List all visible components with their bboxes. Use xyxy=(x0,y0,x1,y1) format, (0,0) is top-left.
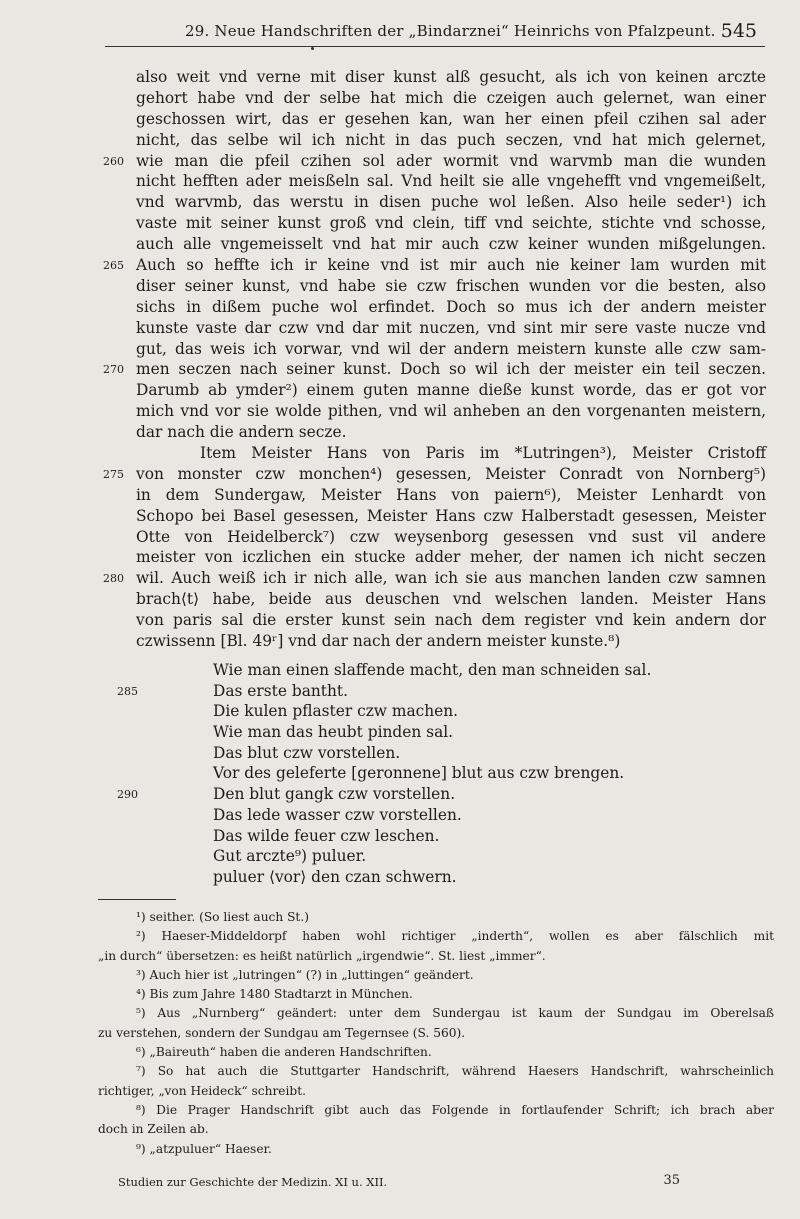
text-line xyxy=(136,297,766,318)
verse-line xyxy=(117,784,733,805)
footnote-line: ⁶) „Baireuth“ haben die anderen Handschriften. xyxy=(136,1045,432,1060)
footnote-line: ⁹) „atzpuluer“ Haeser. xyxy=(136,1141,272,1156)
text-line xyxy=(136,276,766,297)
verse-list xyxy=(117,660,733,888)
footnote-line: ³) Auch hier ist „lutringen“ (?) in „luttingen“ geändert. xyxy=(136,967,474,982)
verse-text: Das blut czw vorstellen. xyxy=(213,743,401,762)
text-line xyxy=(136,318,766,339)
verse-line xyxy=(213,701,733,722)
line-text: meister von iczlichen ein stucke adder meher, der namen ich nicht seczen xyxy=(136,548,766,567)
footnote-line: richtiger, „von Heideck“ schreibt. xyxy=(98,1083,306,1098)
verse-line xyxy=(213,743,733,764)
footnote-line: ⁸) Die Prager Handschrift gibt auch das Folgende in fortlaufender Schrift; ich brach aber xyxy=(136,1102,774,1117)
text-line xyxy=(136,631,766,652)
text-line xyxy=(136,339,766,360)
text-line xyxy=(103,568,766,589)
line-text: gehort habe vnd der selbe hat mich die czeigen auch gelernet, wan einer xyxy=(136,88,766,107)
text-line xyxy=(136,422,766,443)
footnote-rule xyxy=(98,899,176,900)
line-text: brach⟨t⟩ habe, beide aus deuschen vnd welschen landen. Meister Hans xyxy=(136,590,766,609)
running-header xyxy=(105,20,765,47)
verse-text: Den blut gangk czw vorstellen. xyxy=(213,785,456,804)
footnote-line: ¹) seither. (So liest auch St.) xyxy=(136,910,309,924)
text-line xyxy=(136,547,766,568)
line-text: wil. Auch weiß ich ir nich alle, wan ich sie aus manchen landen czw samnen xyxy=(136,569,766,588)
text-line xyxy=(136,401,766,422)
verse-line xyxy=(213,826,733,847)
line-number: 270 xyxy=(103,363,124,377)
line-text: czwissenn [Bl. 49ʳ] vnd dar nach der andern meister kunste.⁸) xyxy=(136,632,621,651)
text-line xyxy=(136,192,766,213)
footnotes xyxy=(98,908,774,1159)
footnote xyxy=(98,985,774,1004)
line-text: mich vnd vor sie wolde pithen, vnd wil anheben an den vorgenanten meistern, xyxy=(136,402,766,421)
verse-text: Vor des geleferte [geronnene] blut aus czw brengen. xyxy=(213,764,625,783)
line-text: Auch so heffte ich ir keine vnd ist mir auch nie keiner lam wurden mit xyxy=(136,256,766,275)
line-text: also weit vnd verne mit diser kunst alß gesucht, als ich von keinen arczte xyxy=(136,68,766,86)
line-number: 280 xyxy=(103,572,124,586)
line-text: diser seiner kunst, vnd habe sie czw frischen wunden vor die besten, also xyxy=(136,276,766,295)
text-line xyxy=(136,213,766,234)
text-line xyxy=(103,151,766,172)
page-footer xyxy=(118,1173,688,1193)
line-number: 265 xyxy=(103,259,124,273)
line-text: geschossen wirt, das er gesehen kan, wan her einen pfeil czihen sal ader xyxy=(136,109,766,128)
text-line xyxy=(103,359,766,380)
line-text: nicht, das selbe wil ich nicht in das puch seczen, vnd hat mich gelernet, xyxy=(136,130,766,149)
line-text: men seczen nach seiner kunst. Doch so wil ich der meister ein teil seczen. xyxy=(136,360,766,379)
line-number: 260 xyxy=(103,154,124,168)
text-line xyxy=(103,255,766,276)
ornament-dot xyxy=(311,47,314,50)
text-line xyxy=(136,67,766,88)
text-line xyxy=(136,610,766,631)
line-text: gut, das weis ich vorwar, vnd wil der andern meistern kunste alle czw sam- xyxy=(136,339,766,358)
text-line xyxy=(103,464,766,485)
footnote-line: ⁷) So hat auch die Stuttgarter Handschrift, während Haesers Handschrift, wahrscheinlich xyxy=(136,1064,774,1079)
line-text: vaste mit seiner kunst groß vnd clein, tiff vnd seichte, stichte vnd schosse, xyxy=(136,214,766,233)
text-line xyxy=(136,380,766,401)
line-text: von paris sal die erster kunst sein nach dem register vnd kein andern dor xyxy=(136,611,766,630)
page-number: 545 xyxy=(720,20,757,42)
line-text: sichs in dißem puche wol erfindet. Doch so mus ich der andern meister xyxy=(136,297,766,316)
verse-text: Das erste bantht. xyxy=(213,681,348,700)
footnote xyxy=(98,966,774,985)
text-line xyxy=(136,506,766,527)
verse-text: Wie man einen slaffende macht, den man schneiden sal. xyxy=(213,661,652,679)
running-title: 29. Neue Handschriften der „Bindarznei“ Heinrichs von Pfalzpeunt. xyxy=(185,22,716,40)
footnote-line: ⁴) Bis zum Jahre 1480 Stadtarzt in München. xyxy=(136,987,413,1002)
footnote-line: ²) Haeser-Middeldorpf haben wohl richtiger „inderth“, wollen es aber fälschlich mit xyxy=(136,929,774,944)
text-line xyxy=(136,234,766,255)
verse-line xyxy=(213,805,733,826)
verse-line xyxy=(213,660,733,681)
footnote xyxy=(98,1062,774,1101)
main-paragraph-1 xyxy=(103,67,766,443)
footnote-line: zu verstehen, sondern der Sundgau am Tegernsee (S. 560). xyxy=(98,1025,466,1040)
footnote xyxy=(98,1101,774,1140)
verse-text: Die kulen pflaster czw machen. xyxy=(213,702,459,721)
line-text: Darumb ab ymder²) einem guten manne dieße kunst worde, das er got vor xyxy=(136,381,766,400)
text-line xyxy=(136,109,766,130)
text-line xyxy=(136,88,766,109)
footnote xyxy=(98,927,774,966)
footnote xyxy=(98,908,774,927)
verse-text: Das lede wasser czw vorstellen. xyxy=(213,805,462,824)
verse-line xyxy=(117,681,733,702)
line-text: Schopo bei Basel gesessen, Meister Hans czw Halberstadt gesessen, Meister xyxy=(136,506,766,525)
text-line xyxy=(136,589,766,610)
footnote xyxy=(98,1140,774,1159)
line-text: kunste vaste dar czw vnd dar mit nuczen, vnd sint mir sere vaste nucze vnd xyxy=(136,318,766,337)
sheet-number: 35 xyxy=(663,1173,680,1188)
line-number: 275 xyxy=(103,467,124,481)
verse-text: Gut arczte⁹) puluer. xyxy=(213,847,367,866)
line-text: vnd warvmb, das werstu in disen puche wol leßen. Also heile seder¹) ich xyxy=(136,193,766,212)
line-text: nicht hefften ader meisßeln sal. Vnd heilt sie alle vngehefft vnd vngemeißelt, xyxy=(136,172,766,191)
line-text: dar nach die andern secze. xyxy=(136,423,347,442)
line-text: auch alle vngemeisselt vnd hat mir auch czw keiner wunden mißgelungen. xyxy=(136,235,766,254)
verse-line xyxy=(213,846,733,867)
text-line xyxy=(136,171,766,192)
text-line xyxy=(136,485,766,506)
line-text: Item Meister Hans von Paris im *Lutringen³), Meister Cristoff xyxy=(200,444,766,462)
verse-text: Wie man das heubt pinden sal. xyxy=(213,723,454,742)
verse-line xyxy=(213,867,733,888)
footnote-line: „in durch“ übersetzen: es heißt natürlich „irgendwie“. St. liest „immer“. xyxy=(98,948,546,963)
footnote xyxy=(98,1043,774,1062)
footnote xyxy=(98,1004,774,1043)
footer-title: Studien zur Geschichte der Medizin. XI u. XII. xyxy=(118,1175,388,1189)
verse-line xyxy=(213,763,733,784)
line-text: in dem Sundergaw, Meister Hans von paiern⁶), Meister Lenhardt von xyxy=(136,485,766,504)
line-number: 290 xyxy=(117,788,138,802)
footnote-line: doch in Zeilen ab. xyxy=(98,1122,209,1137)
verse-text: puluer ⟨vor⟩ den czan schwern. xyxy=(213,867,457,886)
text-line xyxy=(136,527,766,548)
line-text: wie man die pfeil czihen sol ader wormit vnd warvmb man die wunden xyxy=(136,151,766,170)
footnote-line: ⁵) Aus „Nurnberg“ geändert: unter dem Sundergau ist kaum der Sundgau im Oberelsaß xyxy=(136,1006,774,1021)
text-line xyxy=(136,130,766,151)
line-text: Otte von Heidelberck⁷) czw weysenborg gesessen vnd sust vil andere xyxy=(136,527,766,546)
main-paragraph-2 xyxy=(103,443,766,652)
line-text: von monster czw monchen⁴) gesessen, Meister Conradt von Nornberg⁵) xyxy=(136,464,766,483)
verse-line xyxy=(213,722,733,743)
line-number: 285 xyxy=(117,684,138,698)
text-line xyxy=(136,443,766,464)
verse-text: Das wilde feuer czw leschen. xyxy=(213,826,440,845)
